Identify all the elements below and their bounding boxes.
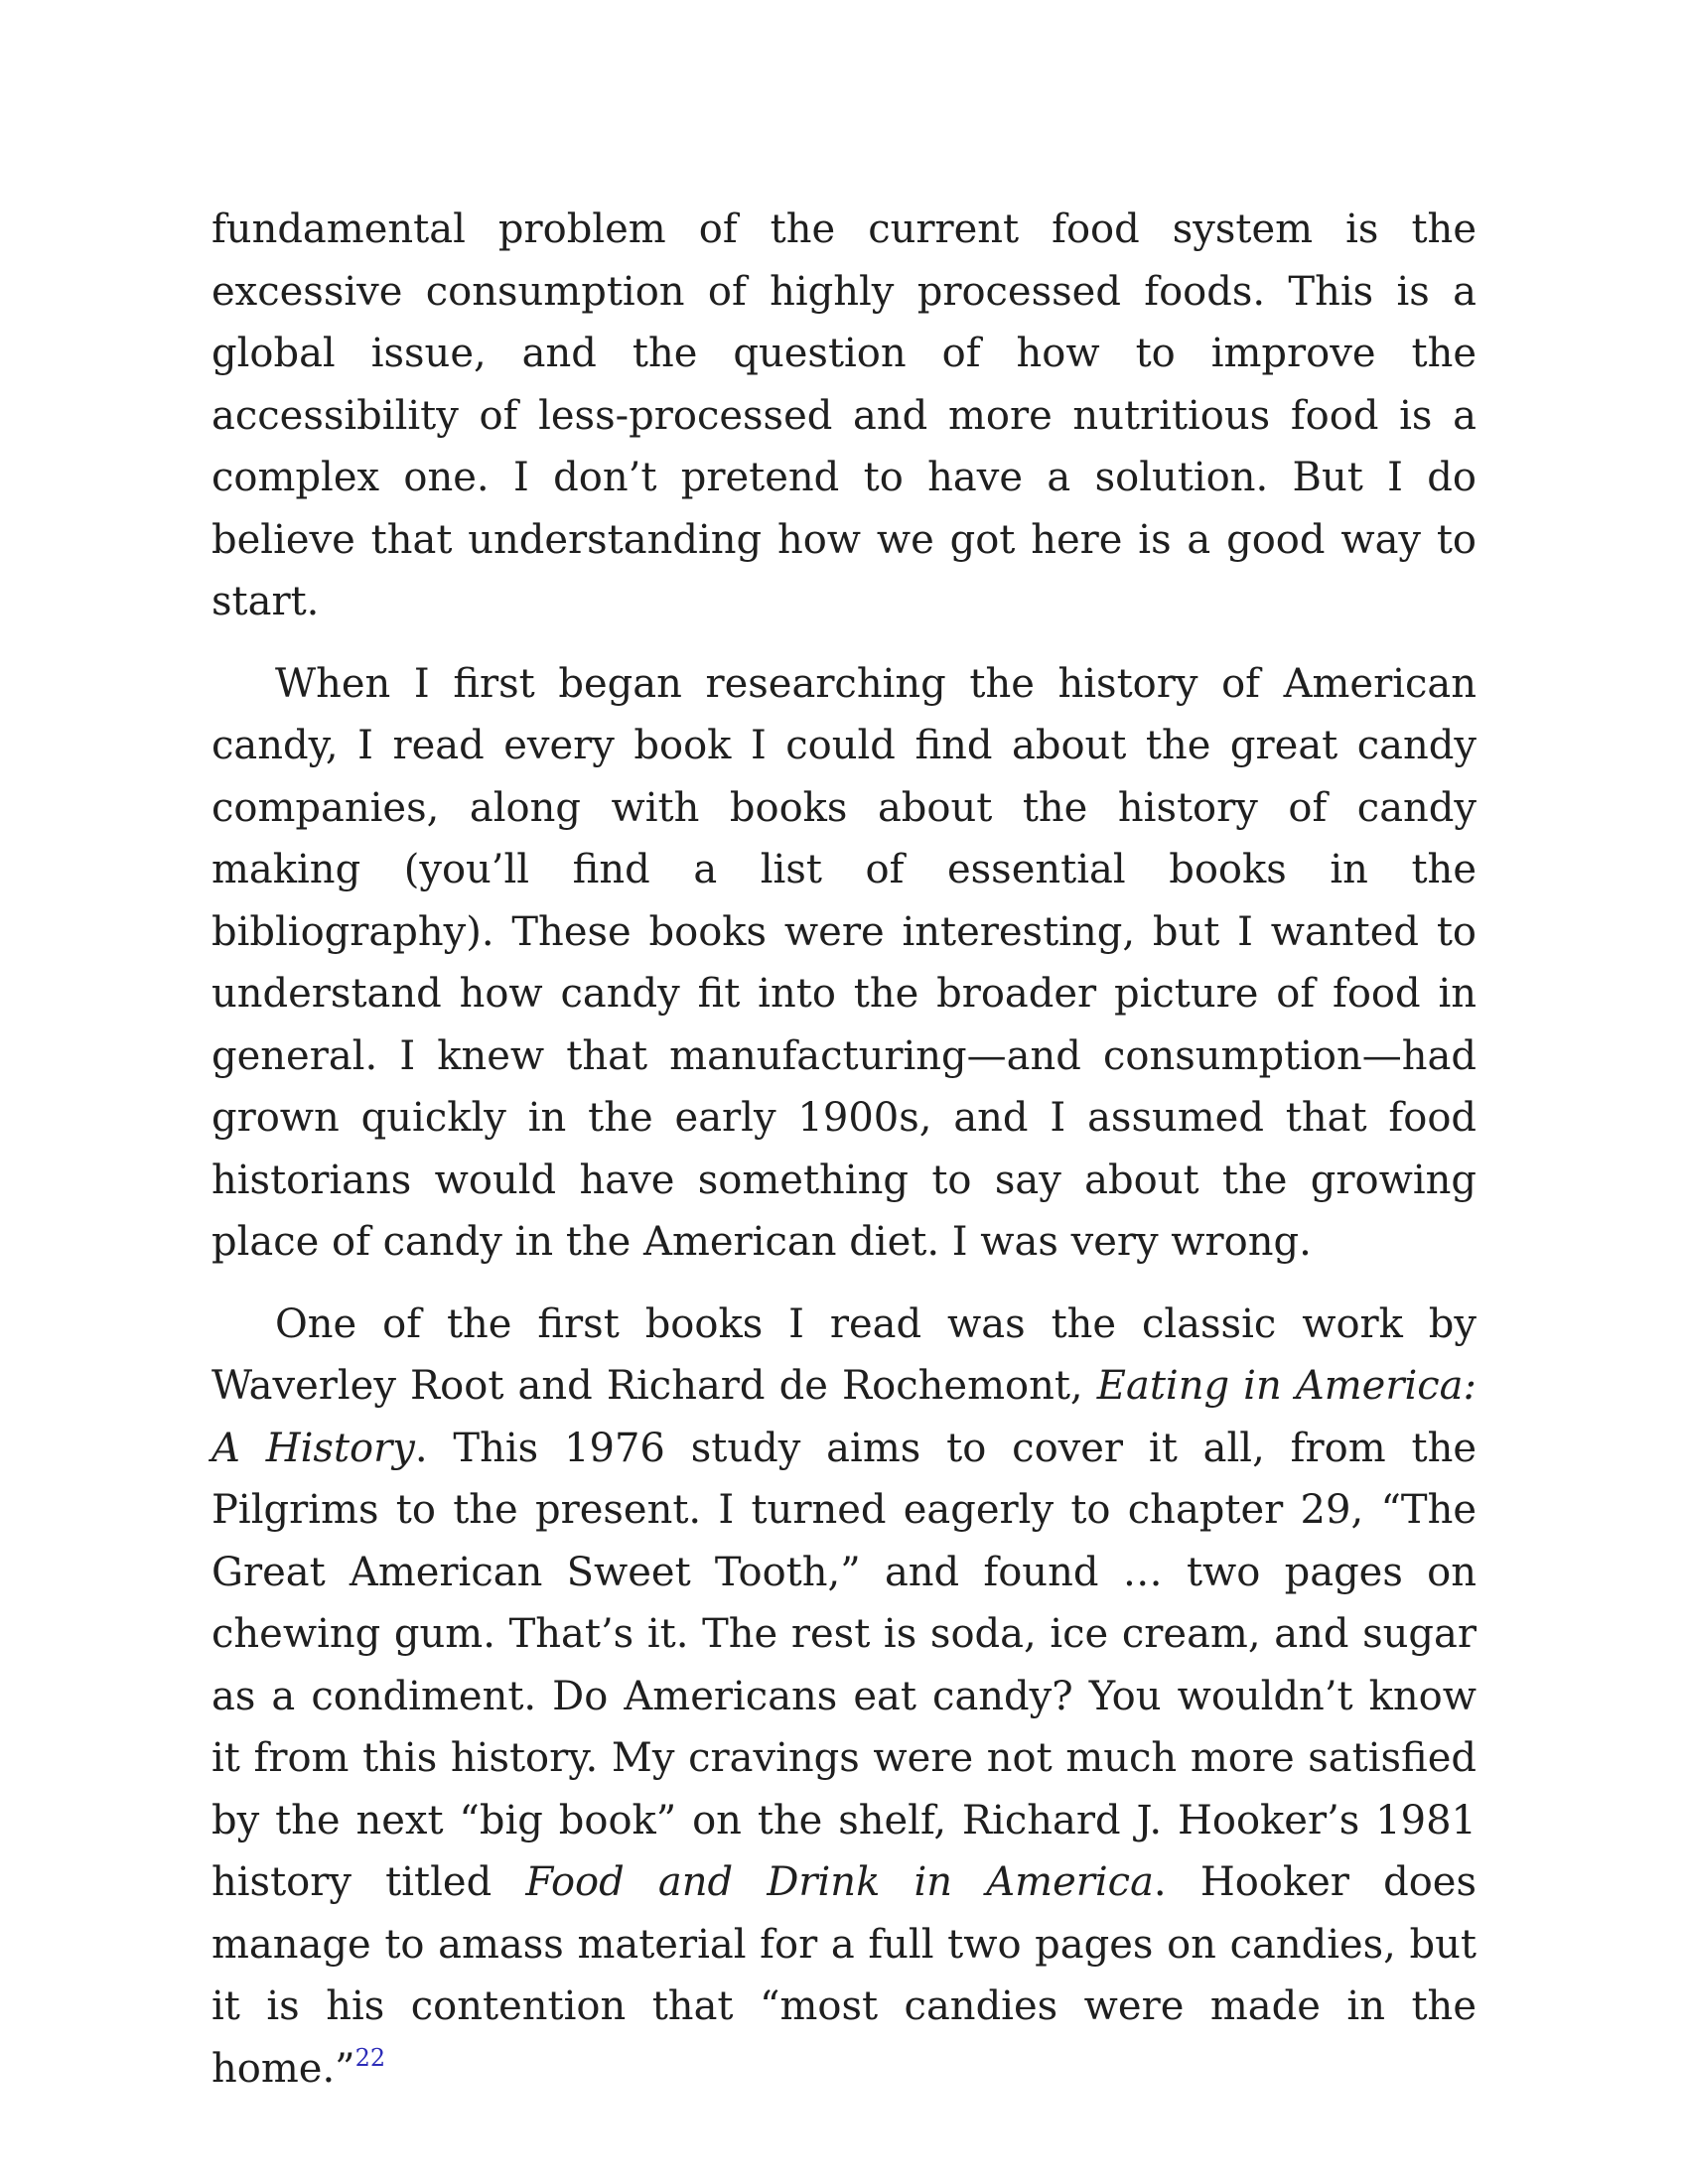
paragraph-2: When I first began researching the history of American candy, I read every book I could find about the great candy companies, along with books about the history of candy making (you’ll find a list of essential books in the bibliography). These books were interesting, but I wanted to understand how candy fit into the broader picture of food in general. I knew that manufacturing—and consumption—had grown quickly in the early 1900s, and I assumed that food historians would have something to say about the growing place of candy in the American diet. I was very wrong.: [211, 660, 1477, 1265]
paragraph-3-text-3: . Hooker does manage to amass material for a full two pages on candies, but it is his contention that “most candies were made in the home.”: [211, 1859, 1477, 2092]
paragraph-3-text-1: One of the first books I read was the classic work by Waverley Root and Richard de Rochemont,: [211, 1300, 1477, 1409]
book-title-eating-in-america: Eating in America: A History: [211, 1363, 1477, 1471]
footnote-link[interactable]: 22: [354, 2043, 386, 2072]
paragraph-1: fundamental problem of the current food system is the excessive consumption of highly processed foods. This is a global issue, and the question of how to improve the accessibility of less-processed and more nutritious food is a complex one. I don’t pretend to have a solution. But I do believe that understanding how we got here is a good way to start.: [211, 206, 1477, 624]
book-title-food-and-drink: Food and Drink in America: [525, 1859, 1154, 1905]
page-body: [211, 199, 1477, 2119]
paragraph-3-text-2: . This 1976 study aims to cover it all, from the Pilgrims to the present. I turned eagerly to chapter 29, “The Great American Sweet Tooth,” and found … two pages on chewing gum. That’s it. The rest is soda, ice cream, and sugar as a condiment. Do Americans eat candy? You wouldn’t know it from this history. My cravings were not much more satisfied by the next “big book” on the shelf, Richard J. Hooker’s 1981 history titled: [211, 1425, 1477, 1905]
paragraph-3: [211, 1294, 1477, 2101]
